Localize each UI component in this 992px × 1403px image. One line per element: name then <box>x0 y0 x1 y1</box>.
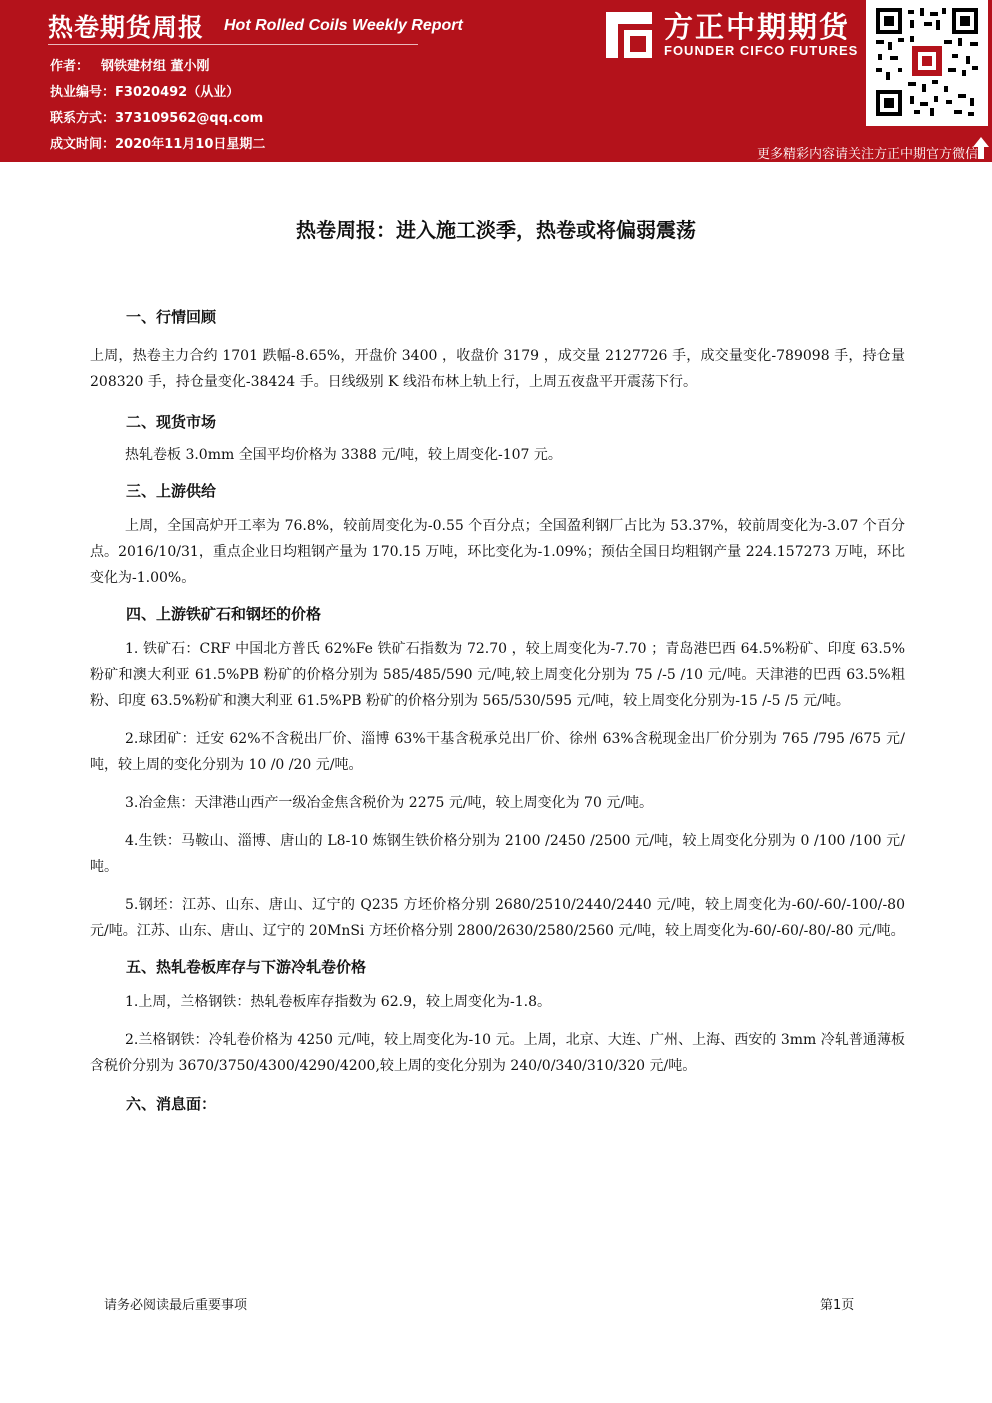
section-heading-inventory-cold-rolled: 五、热轧卷板库存与下游冷轧卷价格 <box>126 958 367 976</box>
follow-wechat-text: 更多精彩内容请关注方正中期官方微信 <box>756 147 978 162</box>
footer-page-number: 第1页 <box>820 1298 855 1313</box>
company-logo-icon <box>604 10 654 60</box>
paragraph-upstream-supply: 上周，全国高炉开工率为 76.8%，较前周变化为-0.55 个百分点；全国盈利钢厂占比为 53.37%，较前周变化为-3.07 个百分点。2016/10/31，重点企业日均粗钢产量为 170.15 万吨，环比变化为-1.09%；预估全国日均粗钢产量 224.157273 万吨，环比变化为-1.00%。 <box>90 518 905 586</box>
company-logo <box>604 6 858 64</box>
meta-contact-label: 联系方式： <box>50 111 116 126</box>
meta-date-label: 成文时间： <box>50 137 116 152</box>
section-heading-spot-market: 二、现货市场 <box>126 413 217 431</box>
footer-disclaimer-notice: 请务必阅读最后重要事项 <box>104 1298 248 1313</box>
meta-contact-value: 373109562@qq.com <box>115 111 264 126</box>
company-name-en: FOUNDER CIFCO FUTURES <box>664 43 859 58</box>
meta-author <box>50 55 210 74</box>
paragraph-iron-ore: 1. 铁矿石：CRF 中国北方普氏 62%Fe 铁矿石指数为 72.70 ，较上周变化为-7.70 ；青岛港巴西 64.5%粉矿、印度 63.5%粉矿和澳大利亚 61.5%PB 粉矿的价格分别为 585/485/590 元/吨,较上周变化分别为 75 /-5 /10 元/吨。天津港的巴西 63.5%粗粉、印度 63.5%粉矿和澳大利亚 61.5%PB 粉矿的价格分别为 565/530/595 元/吨，较上周变化分别为-15 /-5 /5 元/吨。 <box>90 641 905 709</box>
paragraph-spot-market: 热轧卷板 3.0mm 全国平均价格为 3388 元/吨，较上周变化-107 元。 <box>125 447 562 463</box>
report-series-title-en: Hot Rolled Coils Weekly Report <box>224 17 463 34</box>
document-title: 热卷周报：进入施工淡季，热卷或将偏弱震荡 <box>296 218 696 242</box>
section-heading-market-review: 一、行情回顾 <box>126 308 217 326</box>
paragraph-pig-iron: 4.生铁：马鞍山、淄博、唐山的 L8-10 炼钢生铁价格分别为 2100 /2450 /2500 元/吨，较上周变化分别为 0 /100 /100 元/吨。 <box>90 833 905 875</box>
meta-author-value: 钢铁建材组 董小刚 <box>101 59 210 74</box>
meta-contact <box>50 107 263 126</box>
section-heading-upstream-supply: 三、上游供给 <box>126 482 217 500</box>
report-series-title: 热卷期货周报 <box>48 13 205 42</box>
up-arrow-icon <box>972 136 990 160</box>
meta-date <box>50 133 265 152</box>
paragraph-cold-rolled-prices: 2.兰格钢铁：冷轧卷价格为 4250 元/吨，较上周变化为-10 元。上周，北京、大连、广州、上海、西安的 3mm 冷轧普通薄板含税价分别为 3670/3750/4300/4290/4200,较上周的变化分别为 240/0/340/310/320 元/吨。 <box>90 1032 905 1074</box>
paragraph-pellets: 2.球团矿：迁安 62%不含税出厂价、淄博 63%干基含税承兑出厂价、徐州 63%含税现金出厂价分别为 765 /795 /675 元/吨，较上周的变化分别为 10 /0 /20 元/吨。 <box>90 731 905 773</box>
paragraph-hrc-inventory: 1.上周，兰格钢铁：热轧卷板库存指数为 62.9，较上周变化为-1.8。 <box>125 994 551 1010</box>
report-body <box>90 306 905 1114</box>
meta-license <box>50 81 239 100</box>
paragraph-market-review: 上周，热卷主力合约 1701 跌幅-8.65%，开盘价 3400 ，收盘价 3179 ，成交量 2127726 手，成交量变化-789098 手，持仓量 208320 手，持仓量变化-38424 手。日线级别 K 线沿布林上轨上行，上周五夜盘平开震荡下行。 <box>90 348 905 390</box>
header-divider <box>48 44 418 45</box>
meta-license-value: F3020492（从业） <box>115 85 240 100</box>
section-heading-ore-billet-prices: 四、上游铁矿石和钢坯的价格 <box>126 605 322 623</box>
company-name-cn: 方正中期期货 <box>664 10 851 44</box>
section-heading-news: 六、消息面： <box>126 1095 217 1113</box>
meta-author-label: 作者： <box>50 59 90 74</box>
paragraph-coke: 3.冶金焦：天津港山西产一级冶金焦含税价为 2275 元/吨，较上周变化为 70 元/吨。 <box>125 795 654 811</box>
meta-date-value: 2020年11月10日星期二 <box>115 137 266 152</box>
meta-license-label: 执业编号： <box>50 85 116 100</box>
qr-code <box>866 0 988 126</box>
paragraph-billet: 5.钢坯：江苏、山东、唐山、辽宁的 Q235 方坯价格分别 2680/2510/2440/2440 元/吨，较上周变化为-60/-60/-100/-80 元/吨。江苏、山东、唐山、辽宁的 20MnSi 方坯价格分别 2800/2630/2580/2560 元/吨，较上周变化为-60/-60/-80/-80 元/吨。 <box>90 897 905 939</box>
qr-code-icon <box>874 6 980 118</box>
report-header <box>0 0 992 162</box>
